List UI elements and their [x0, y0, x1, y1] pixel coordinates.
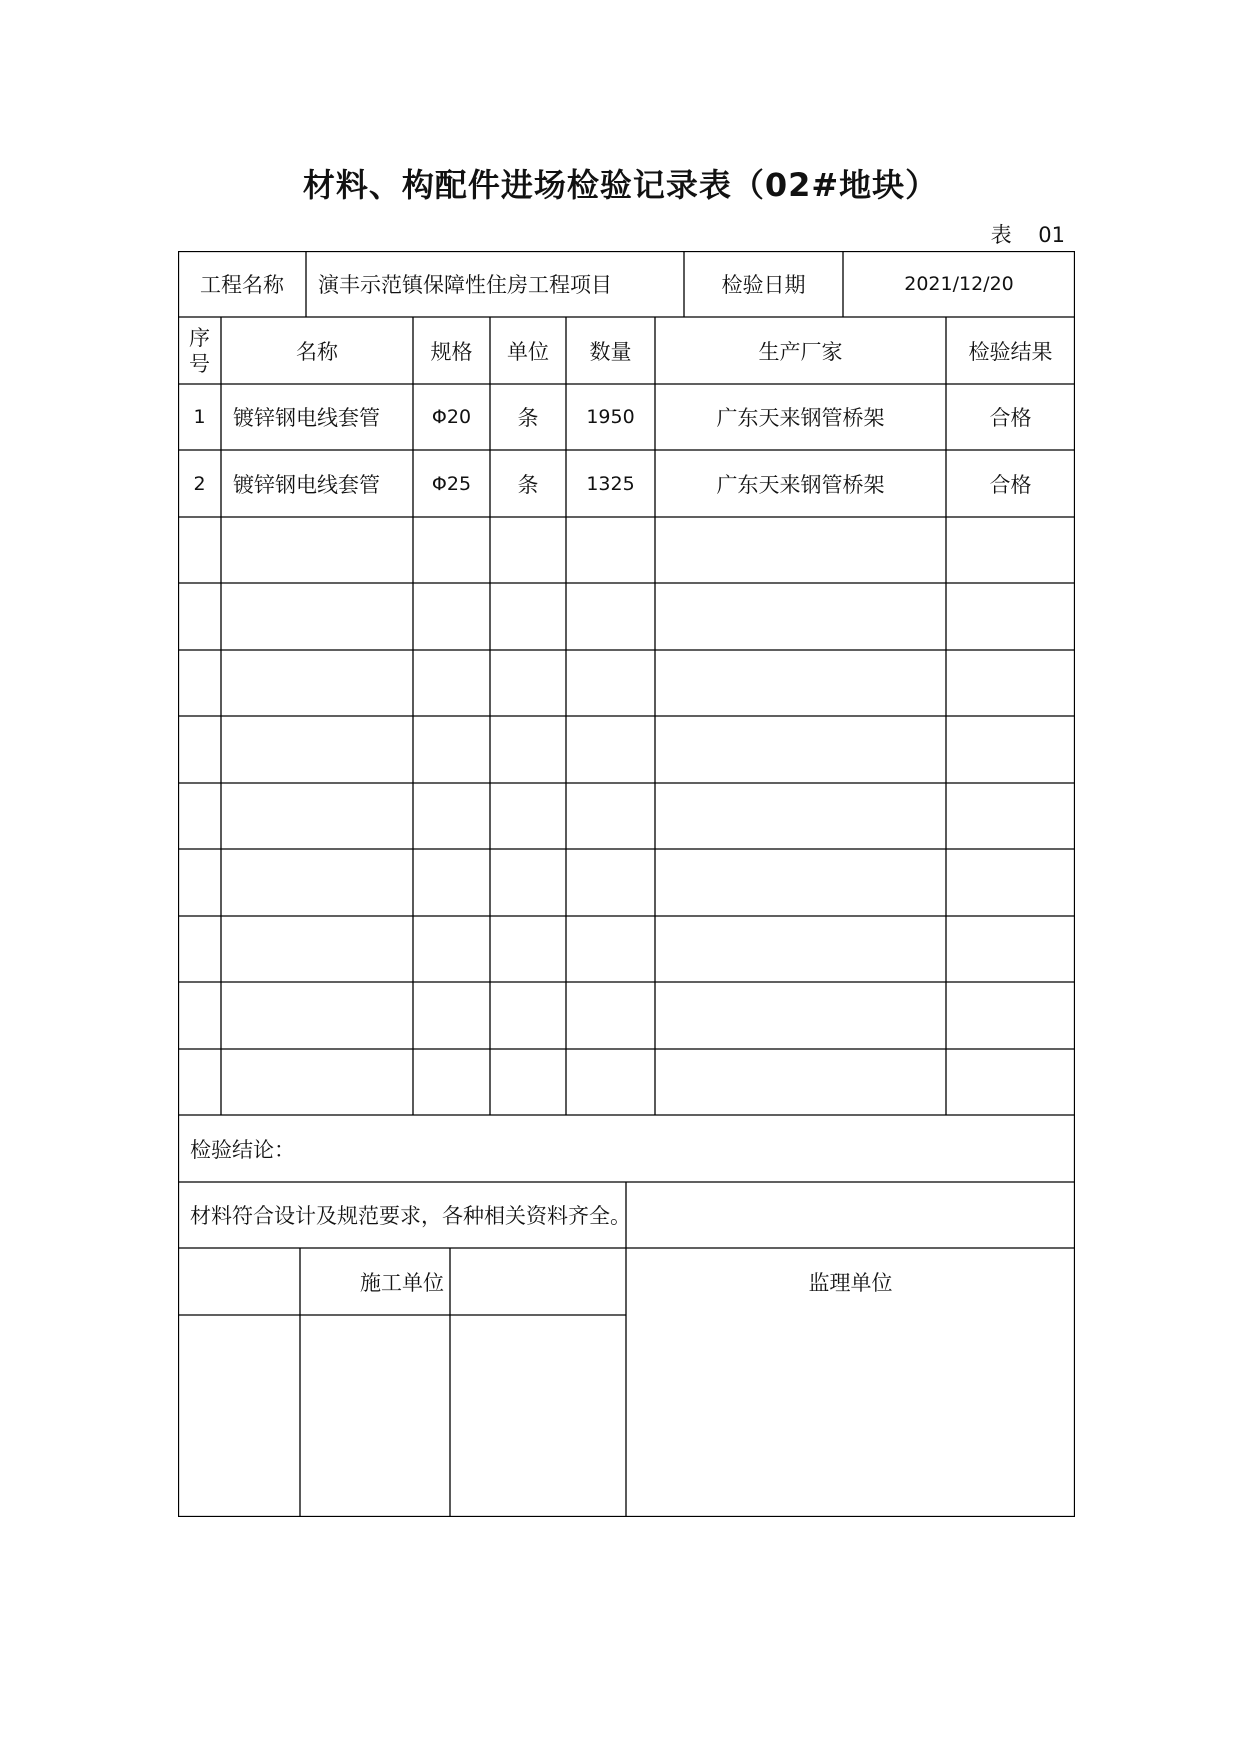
conclusion-text: 材料符合设计及规范要求，各种相关资料齐全。: [190, 1204, 631, 1228]
column-header-result: 检验结果: [968, 339, 1053, 364]
column-header-spec: 规格: [430, 339, 473, 364]
inspection-date-label: 检验日期: [721, 273, 806, 297]
row-2-unit: 条: [517, 472, 539, 497]
row-2-spec: Φ25: [431, 472, 472, 495]
row-2-name: 镀锌钢电线套管: [233, 472, 380, 497]
project-name-value: 演丰示范镇保障性住房工程项目: [318, 273, 612, 297]
supervision-unit-label: 监理单位: [808, 1270, 893, 1295]
inspection-date-value: 2021/12/20: [904, 273, 1014, 295]
conclusion-label: 检验结论：: [190, 1137, 295, 1162]
page-title: 材料、构配件进场检验记录表（02#地块）: [302, 166, 939, 204]
row-1-spec: Φ20: [431, 406, 472, 428]
column-header-quantity: 数量: [589, 339, 632, 364]
table-number: [991, 219, 1065, 249]
row-2-quantity: 1325: [586, 472, 635, 495]
row-2-manufacturer: 广东天来钢管桥架: [716, 472, 885, 497]
row-1-name: 镀锌钢电线套管: [233, 406, 380, 430]
column-header-name: 名称: [296, 339, 338, 364]
project-name-label: 工程名称: [200, 273, 284, 297]
row-2-seq: 2: [193, 472, 206, 495]
row-1-quantity: 1950: [586, 406, 635, 428]
column-header-seq-line1: 序: [189, 325, 210, 350]
column-header-manufacturer: 生产厂家: [758, 339, 843, 364]
row-1-unit: 条: [517, 406, 539, 430]
row-1-result: 合格: [989, 406, 1032, 430]
column-header-seq: [178, 317, 221, 384]
construction-unit-label: 施工单位: [360, 1270, 444, 1295]
table-number-value: 01: [1038, 223, 1065, 247]
row-1-seq: 1: [193, 406, 206, 428]
column-header-unit: 单位: [507, 339, 549, 364]
row-2-result: 合格: [989, 472, 1032, 497]
row-1-manufacturer: 广东天来钢管桥架: [716, 406, 885, 430]
table-number-label: 表: [990, 223, 1012, 247]
column-header-seq-line2: 号: [189, 351, 210, 376]
inspection-record-table: [178, 251, 1075, 1517]
